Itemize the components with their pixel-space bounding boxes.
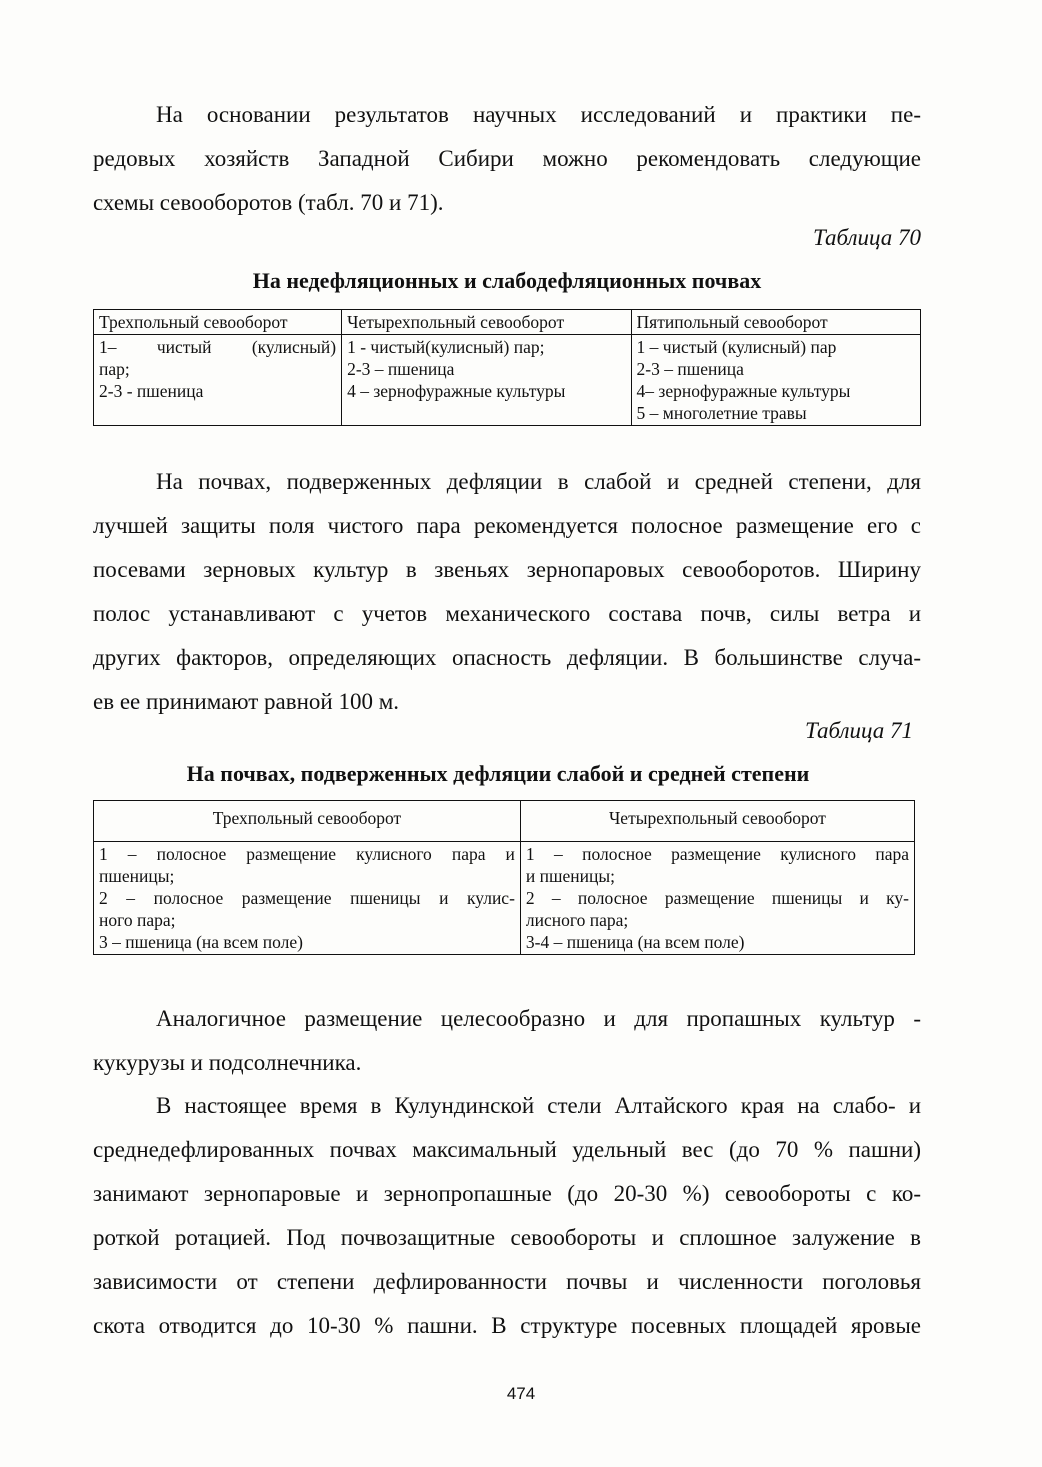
table-71-header-2: Четырехпольный севооборот — [520, 801, 914, 842]
text-line: схемы севооборотов (табл. 70 и 71). — [93, 190, 444, 215]
cell-line: 1 – чистый (кулисный) пар — [636, 337, 837, 357]
cell-line: 4– зернофуражные культуры — [636, 381, 851, 401]
text-line: ев ее принимают равной 100 м. — [93, 689, 399, 714]
text-line: редовых хозяйств Западной Сибири можно рекомендовать следующие — [93, 146, 921, 171]
cell-line: 1 – полосное размещение кулисного пара — [525, 844, 909, 864]
table-70-title: На недефляционных и слабодефляционных почвах — [252, 268, 762, 293]
cell-line: 1 – полосное размещение кулисного пара и — [99, 844, 515, 864]
cell-line: 2-3 – пшеница — [636, 359, 744, 379]
text-line: В настоящее время в Кулундинской стели Алтайского края на слабо- и — [156, 1093, 921, 1118]
table-71-header-1: Трехпольный севооборот — [94, 801, 521, 842]
cell-line: 2 – полосное размещение пшеницы и ку- — [525, 888, 909, 908]
paragraph-2 — [93, 460, 921, 724]
text-line: занимают зернопаровые и зернопропашные (до 20-30 %) севообороты с ко- — [93, 1181, 921, 1206]
table-70-cell-2 — [342, 335, 631, 426]
intro-paragraph — [93, 93, 921, 225]
text-line: На почвах, подверженных дефляции в слабой и средней степени, для — [156, 469, 921, 494]
cell-line: лисного пара; — [525, 910, 629, 930]
table-70 — [93, 309, 921, 426]
text-line: скота отводится до 10-30 % пашни. В структуре посевных площадей яровые — [93, 1313, 921, 1338]
table-71 — [93, 800, 915, 955]
table-71-cell-1 — [94, 842, 521, 955]
table-70-header-3: Пятипольный севооборот — [631, 310, 920, 335]
cell-line: пар; — [99, 359, 130, 379]
text-line: лучшей защиты поля чистого пара рекомендуется полосное размещение его с — [93, 513, 921, 538]
text-line: других факторов, определяющих опасность дефляции. В большинстве случа- — [93, 645, 921, 670]
cell-line: 4 – зернофуражные культуры — [347, 381, 566, 401]
paragraph-3 — [93, 997, 921, 1085]
table-70-cell-1 — [94, 335, 342, 426]
table-71-title: На почвах, подверженных дефляции слабой и средней степени — [186, 761, 810, 786]
text-line: Аналогичное размещение целесообразно и для пропашных культур - — [156, 1006, 921, 1031]
table-70-caption: Таблица 70 — [812, 225, 921, 250]
text-line: зависимости от степени дефлированности почвы и численности поголовья — [93, 1269, 921, 1294]
cell-line: и пшеницы; — [525, 866, 615, 886]
cell-line: ного пара; — [99, 910, 176, 930]
cell-line: 3 – пшеница (на всем поле) — [99, 932, 304, 952]
cell-line: 2-3 – пшеница — [347, 359, 455, 379]
page-number: 474 — [506, 1384, 536, 1403]
text-line: кукурузы и подсолнечника. — [93, 1050, 362, 1075]
table-71-caption: Таблица 71 — [804, 718, 913, 743]
cell-line: пшеницы; — [99, 866, 175, 886]
cell-line: 3-4 – пшеница (на всем поле) — [525, 932, 745, 952]
cell-line: 2-3 - пшеница — [99, 381, 204, 401]
cell-line: 1– чистый (кулисный) — [99, 337, 337, 357]
text-line: среднедефлированных почвах максимальный удельный вес (до 70 % пашни) — [93, 1137, 921, 1162]
text-line: полос устанавливают с учетов механического состава почв, силы ветра и — [93, 601, 921, 626]
cell-line: 2 – полосное размещение пшеницы и кулис- — [99, 888, 515, 908]
cell-line: 1 - чистый(кулисный) пар; — [347, 337, 545, 357]
table-71-cell-2 — [520, 842, 914, 955]
table-70-header-1: Трехпольный севооборот — [94, 310, 342, 335]
text-line: роткой ротацией. Под почвозащитные севообороты и сплошное залужение в — [93, 1225, 921, 1250]
text-line: На основании результатов научных исследований и практики пе- — [156, 102, 921, 127]
cell-line: 5 – многолетние травы — [636, 403, 807, 423]
table-70-header-2: Четырехпольный севооборот — [342, 310, 631, 335]
table-70-cell-3 — [631, 335, 920, 426]
text-line: посевами зерновых культур в звеньях зернопаровых севооборотов. Ширину — [93, 557, 921, 582]
paragraph-4 — [93, 1084, 921, 1348]
